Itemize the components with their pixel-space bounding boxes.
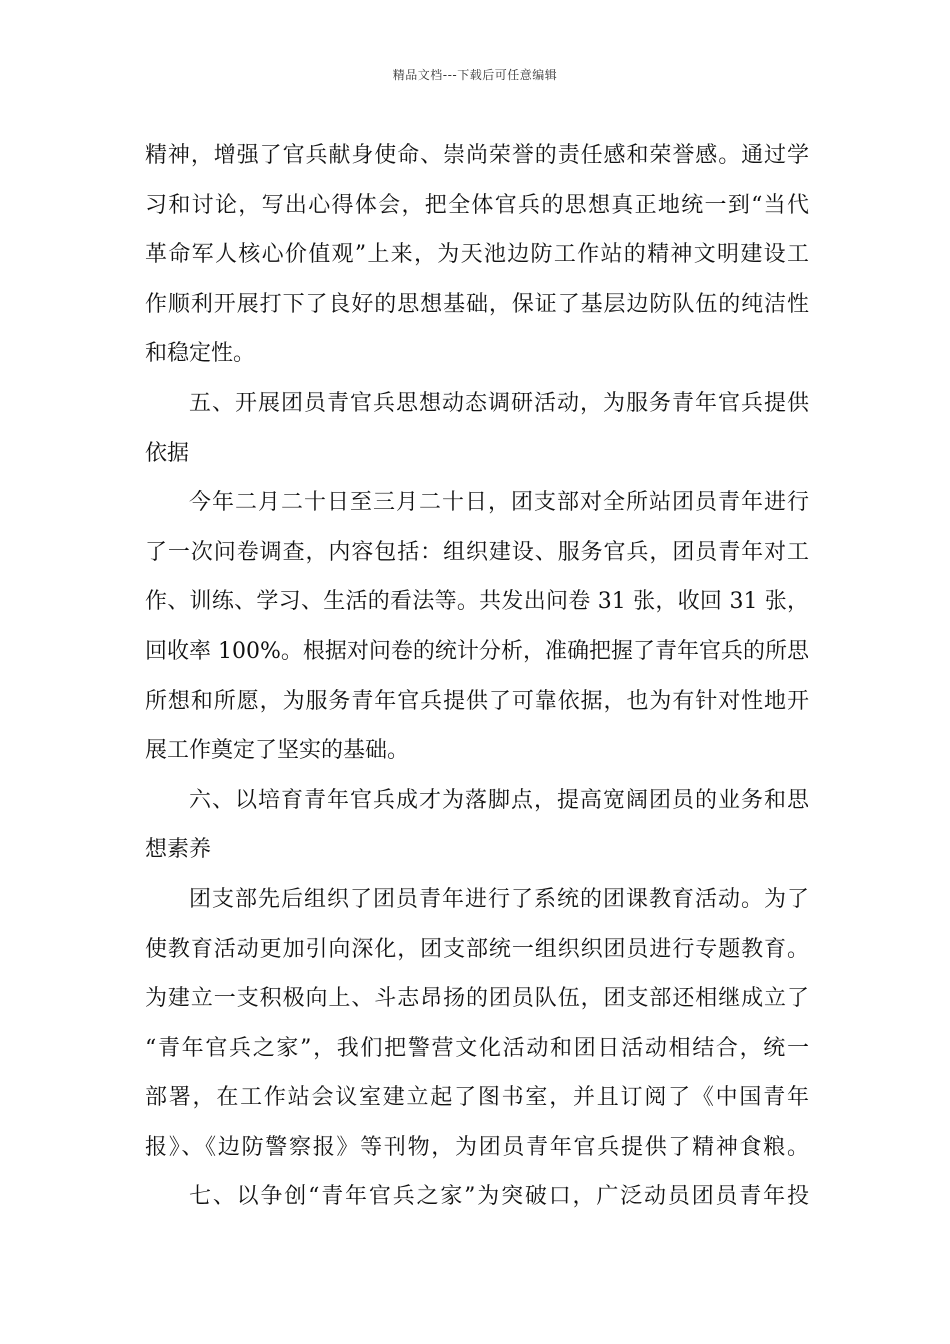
text-line: 展工作奠定了坚实的基础。: [145, 738, 410, 764]
text-line: 回收率 100%。根据对问卷的统计分析，准确把握了青年官兵的所思: [145, 638, 809, 664]
paragraph-start: 团支部先后组织了团员青年进行了系统的团课教育活动。为了: [189, 886, 809, 912]
text-line: 了一次问卷调查，内容包括：组织建设、服务官兵，团员青年对工: [145, 539, 809, 565]
text-line: 习和讨论，写出心得体会，把全体官兵的思想真正地统一到“当代: [145, 192, 809, 218]
text-line: 部署，在工作站会议室建立起了图书室，并且订阅了《中国青年: [145, 1085, 809, 1111]
section-heading-5-cont: 依据: [145, 440, 190, 466]
section-heading-6: 六、以培育青年官兵成才为落脚点，提高宽阔团员的业务和思: [189, 787, 809, 813]
text-line: 为建立一支积极向上、斗志昂扬的团员队伍，团支部还相继成立了: [145, 986, 809, 1012]
text-line: 报》、《边防警察报》等刊物，为团员青年官兵提供了精神食粮。: [145, 1134, 809, 1160]
text-line: “青年官兵之家”，我们把警营文化活动和团日活动相结合，统一: [145, 1035, 809, 1061]
text-line: 作顺利开展打下了良好的思想基础，保证了基层边防队伍的纯洁性: [145, 291, 809, 317]
text-line: 作、训练、学习、生活的看法等。共发出问卷 31 张，收回 31 张，: [145, 589, 809, 615]
section-heading-5: 五、开展团员青官兵思想动态调研活动，为服务青年官兵提供: [189, 390, 809, 416]
text-line: 精神，增强了官兵献身使命、崇尚荣誉的责任感和荣誉感。通过学: [145, 143, 809, 168]
text-line: 所想和所愿，为服务青年官兵提供了可靠依据，也为有针对性地开: [145, 688, 809, 714]
text-line: 革命军人核心价值观”上来，为天池边防工作站的精神文明建设工: [145, 242, 809, 268]
page-header: 精品文档---下载后可任意编辑: [392, 68, 558, 82]
document-body: [145, 131, 809, 1222]
text-line: 和稳定性。: [145, 341, 256, 367]
section-heading-7: 七、以争创“青年官兵之家”为突破口，广泛动员团员青年投: [189, 1184, 809, 1210]
paragraph-start: 今年二月二十日至三月二十日，团支部对全所站团员青年进行: [189, 490, 809, 516]
text-line: 使教育活动更加引向深化，团支部统一组织织团员进行专题教育。: [145, 936, 809, 962]
section-heading-6-cont: 想素养: [145, 837, 212, 863]
